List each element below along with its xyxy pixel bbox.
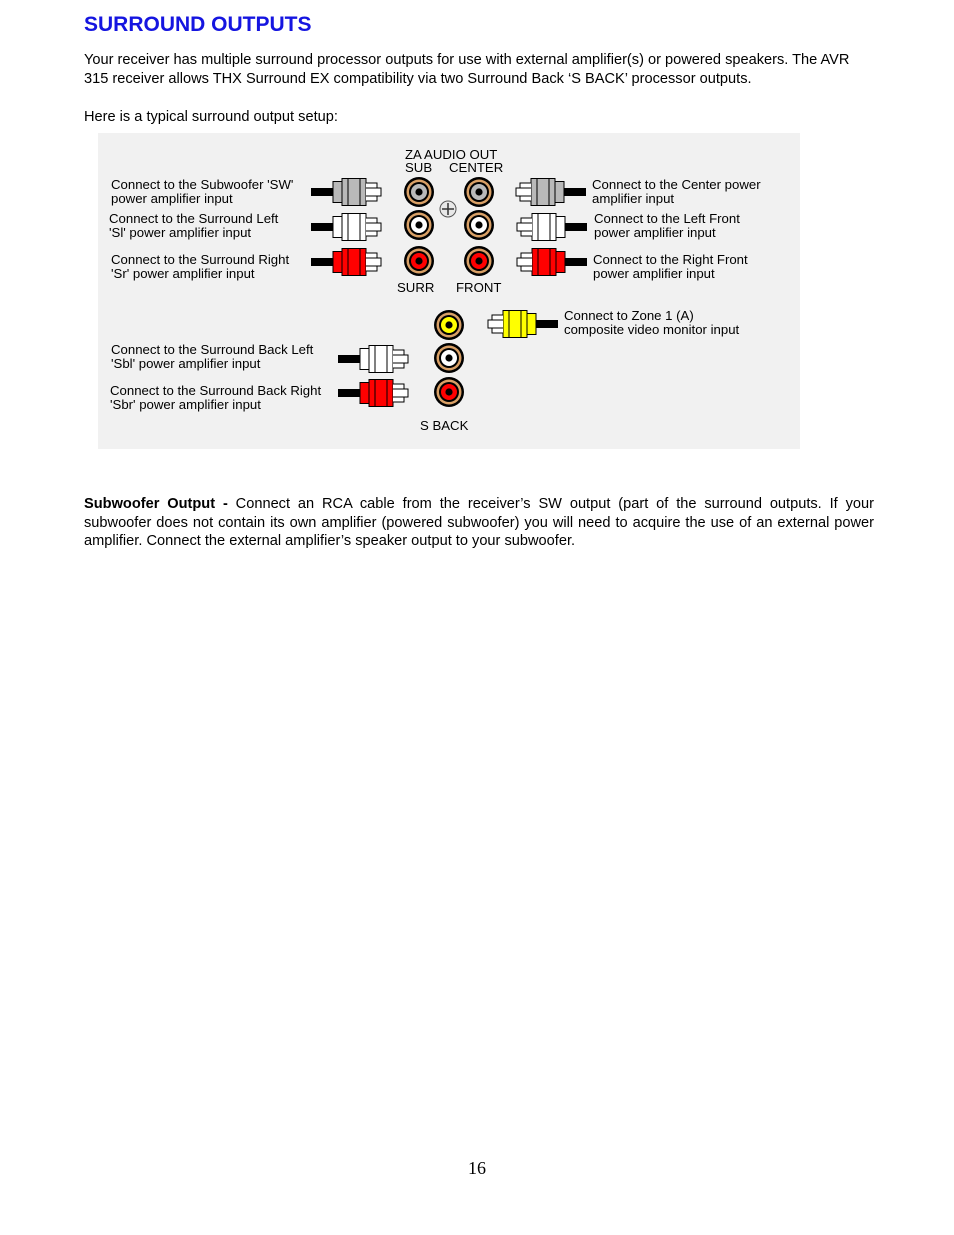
- jack-sback-right: [434, 377, 464, 407]
- center-label: CENTER: [449, 160, 504, 175]
- plug-surround-back-left: [338, 346, 408, 373]
- jack-front-right: [464, 246, 494, 276]
- za-audio-out-label: ZA AUDIO OUT: [405, 147, 498, 162]
- jack-sback-left: [434, 343, 464, 373]
- s-back-label: S BACK: [420, 418, 469, 433]
- plug-surround-back-right: [338, 380, 408, 407]
- jack-sub: [404, 177, 434, 207]
- page-title: SURROUND OUTPUTS: [84, 13, 312, 36]
- zone1-video-connection-label: Connect to Zone 1 (A) composite video monitor input: [564, 308, 740, 337]
- surround-back-right-connection-label: Connect to the Surround Back Right 'Sbr' power amplifier input: [110, 383, 322, 412]
- plug-subwoofer: [311, 179, 381, 206]
- plug-left-front: [517, 214, 587, 241]
- left-front-connection-label: Connect to the Left Front power amplifier input: [594, 211, 740, 240]
- subwoofer-connection-label: Connect to the Subwoofer 'SW' power amplifier input: [111, 177, 294, 206]
- sub-label: SUB: [405, 160, 433, 175]
- surround-right-connection-label: Connect to the Surround Right 'Sr' power amplifier input: [111, 252, 290, 281]
- setup-line: Here is a typical surround output setup:: [84, 109, 338, 125]
- subwoofer-output-paragraph: [84, 495, 874, 551]
- plug-center: [516, 179, 586, 206]
- jack-front-left: [464, 210, 494, 240]
- plug-surround-right: [311, 249, 381, 276]
- plug-surround-left: [311, 214, 381, 241]
- subwoofer-output-heading: Subwoofer Output -: [84, 496, 228, 512]
- jack-zone1-video: [434, 310, 464, 340]
- front-label: FRONT: [456, 280, 502, 295]
- jack-center: [464, 177, 494, 207]
- jack-surr-left: [404, 210, 434, 240]
- intro-paragraph: Your receiver has multiple surround processor outputs for use with external amplifier(s) or powered speakers. The AVR 315 receiver allows THX Surround EX compatibility via two Surround Back ‘S BACK’ processor outputs.: [84, 52, 850, 87]
- jack-surr-right: [404, 246, 434, 276]
- plug-zone1-video: [488, 311, 558, 338]
- center-connection-label: Connect to the Center power amplifier input: [592, 177, 761, 206]
- ground-screw-icon: [440, 201, 456, 217]
- page-number: 16: [468, 1158, 486, 1178]
- surround-back-left-connection-label: Connect to the Surround Back Left 'Sbl' power amplifier input: [111, 342, 314, 371]
- plug-right-front: [517, 249, 587, 276]
- surround-left-connection-label: Connect to the Surround Left 'Sl' power amplifier input: [109, 211, 279, 240]
- right-front-connection-label: Connect to the Right Front power amplifier input: [593, 252, 748, 281]
- surround-output-diagram: [98, 133, 800, 449]
- surr-label: SURR: [397, 280, 435, 295]
- subwoofer-output-text: Connect an RCA cable from the receiver’s SW output (part of the surround outputs. If your subwoofer does not contain its own amplifier (powered subwoofer) you will need to acquire the use of an external power amplifier. Connect the external amplifier’s speaker output to your subwoofer.: [84, 496, 874, 549]
